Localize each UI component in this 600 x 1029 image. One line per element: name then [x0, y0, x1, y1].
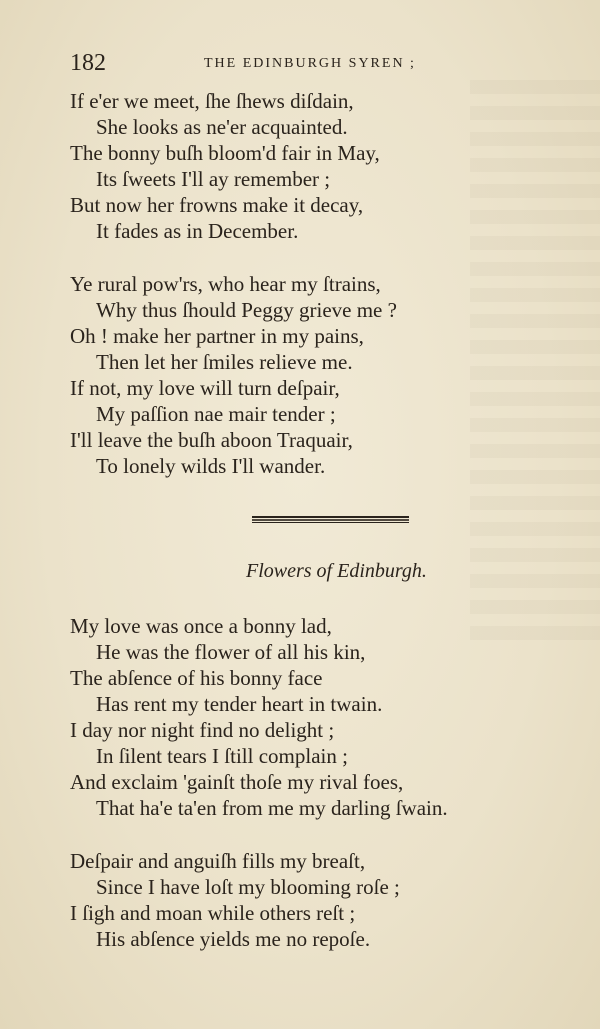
verse-line: Since I have loſt my blooming roſe ;	[96, 875, 400, 899]
stanza-2	[70, 271, 480, 479]
verse-line: Oh ! make her partner in my pains,	[70, 324, 364, 348]
verse-line: Ye rural pow'rs, who hear my ſtrains,	[70, 272, 381, 296]
verse-line: It fades as in December.	[96, 219, 299, 243]
show-through-texture	[470, 80, 600, 640]
verse-line: My paſſion nae mair tender ;	[96, 402, 336, 426]
verse-line: Why thus ſhould Peggy grieve me ?	[96, 298, 397, 322]
verse-line: I'll leave the buſh aboon Traquair,	[70, 428, 353, 452]
verse-line: The bonny buſh bloom'd fair in May,	[70, 141, 380, 165]
verse-line: But now her frowns make it decay,	[70, 193, 364, 217]
verse-line: Its ſweets I'll ay remember ;	[96, 167, 331, 191]
verse-line: If not, my love will turn deſpair,	[70, 376, 340, 400]
verse-line: And exclaim 'gainſt thoſe my rival foes,	[70, 770, 404, 794]
verse-line: In ſilent tears I ſtill complain ;	[96, 744, 348, 768]
running-title: THE EDINBURGH SYREN ;	[204, 56, 416, 71]
verse-line: My love was once a bonny lad,	[70, 614, 332, 638]
verse-line: He was the flower of all his kin,	[96, 640, 366, 664]
verse-line: I ſigh and moan while others reſt ;	[70, 901, 356, 925]
verse-line: The abſence of his bonny face	[70, 666, 323, 690]
verse-line: I day nor night find no delight ;	[70, 718, 335, 742]
verse-line: She looks as ne'er acquainted.	[96, 115, 348, 139]
stanza-1	[70, 88, 480, 244]
verse-line: To lonely wilds I'll wander.	[96, 454, 326, 478]
song-title: Flowers of Edinburgh.	[246, 560, 427, 582]
section-divider-rule	[252, 516, 409, 524]
verse-line: Then let her ſmiles relieve me.	[96, 350, 353, 374]
page-header	[70, 50, 475, 78]
verse-line: That ha'e ta'en from me my darling ſwain.	[96, 796, 448, 820]
verse-line: Deſpair and anguiſh fills my breaſt,	[70, 849, 366, 873]
page-number: 182	[70, 50, 106, 76]
verse-line: Has rent my tender heart in twain.	[96, 692, 383, 716]
verse-line: If e'er we meet, ſhe ſhews diſdain,	[70, 89, 354, 113]
stanza-3	[70, 613, 480, 821]
verse-line: His abſence yields me no repoſe.	[96, 927, 371, 951]
stanza-4	[70, 848, 480, 952]
